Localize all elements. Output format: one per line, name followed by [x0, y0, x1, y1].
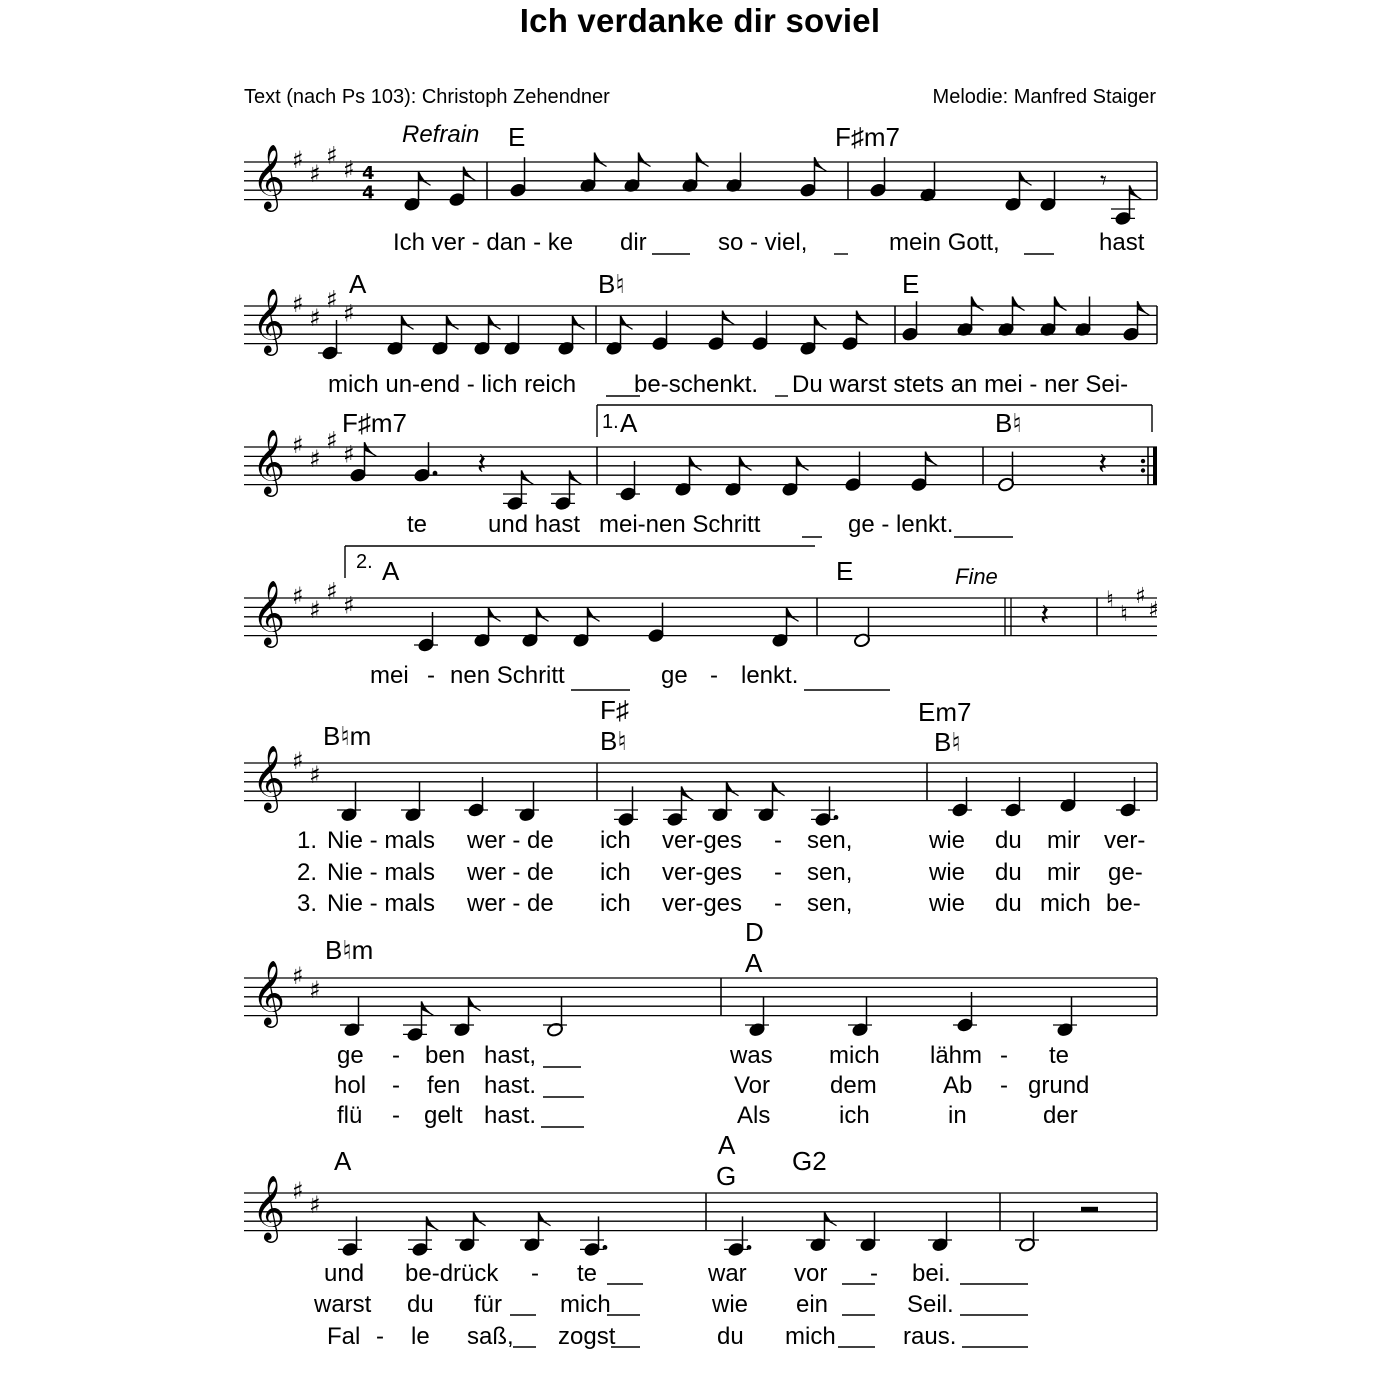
- sharp-sign: ♯: [309, 1191, 321, 1220]
- note-flag: [422, 1001, 434, 1015]
- note-flag: [621, 315, 633, 329]
- sharp-sign: ♯: [309, 976, 321, 1005]
- lyric-syllable: für: [474, 1291, 503, 1318]
- lyric-syllable: so - viel,: [718, 229, 808, 256]
- sharp-sign: ♯: [1148, 598, 1159, 624]
- text-credit: Text (nach Ps 103): Christoph Zehendner: [244, 86, 610, 108]
- sharp-sign: ♯: [1135, 584, 1146, 609]
- note-flag: [727, 782, 739, 796]
- lyric-syllable: -: [392, 1102, 400, 1129]
- treble-clef-icon: 𝄞: [252, 429, 286, 495]
- lyric-syllable: -: [392, 1042, 400, 1069]
- lyric-syllable: mich: [829, 1042, 880, 1069]
- note-flag: [474, 1212, 486, 1226]
- lyric-syllable: mir: [1047, 827, 1081, 854]
- lyric-syllable: mir: [1047, 859, 1081, 886]
- note-flag: [1055, 297, 1067, 311]
- lyric-syllable: -: [870, 1260, 878, 1287]
- volta-1-label: 1.: [602, 411, 619, 433]
- lyric-syllable: du: [995, 890, 1022, 917]
- sharp-sign: ♯: [292, 290, 304, 318]
- lyric-syllable: was: [730, 1042, 773, 1069]
- lyric-syllable: ver-ges: [662, 890, 743, 917]
- note-flag: [427, 1216, 439, 1230]
- lyric-syllable: mein Gott,: [889, 229, 1000, 256]
- lyric-syllable: ge - lenkt.: [848, 511, 954, 538]
- repeat-dot: [1141, 468, 1145, 472]
- lyric-syllable: dem: [830, 1072, 877, 1099]
- quarter-rest-icon: 𝄽: [1098, 446, 1108, 482]
- lyric-syllable: lähm: [930, 1042, 983, 1069]
- lyric-syllable: ge-: [1108, 859, 1143, 886]
- lyric-syllable: mei: [370, 662, 409, 689]
- lyric-syllable: -: [376, 1323, 384, 1350]
- half-rest-icon: [1081, 1207, 1098, 1212]
- note-flag: [697, 153, 709, 167]
- natural-sign: ♮: [1106, 587, 1114, 613]
- eighth-rest-icon: 𝄾: [1100, 165, 1107, 196]
- lyric-syllable: ver-ges: [662, 859, 743, 886]
- note-flag: [489, 607, 501, 621]
- lyric-syllable: wie: [929, 890, 966, 917]
- lyric-syllable: te: [1049, 1042, 1070, 1069]
- sharp-sign: ♯: [343, 440, 355, 469]
- chord-symbol: E: [836, 556, 854, 586]
- lyric-syllable: -: [392, 1072, 400, 1099]
- treble-clef-icon: 𝄞: [252, 1175, 286, 1241]
- treble-clef-icon: 𝄞: [252, 745, 286, 811]
- note-flag: [537, 607, 549, 621]
- note-flag: [1013, 297, 1025, 311]
- lyric-syllable: und hast: [488, 511, 581, 538]
- lyric-syllable: 3.: [297, 890, 318, 917]
- lyric-syllable: hast.: [484, 1072, 537, 1099]
- note-flag: [464, 167, 476, 181]
- chord-symbol: G: [716, 1161, 737, 1191]
- treble-clef-icon: 𝄞: [252, 960, 286, 1026]
- note-flag: [926, 452, 938, 466]
- refrain-marking: Refrain: [402, 121, 480, 148]
- lyric-syllable: du: [407, 1291, 434, 1318]
- note-flag: [857, 311, 869, 325]
- note-flag: [469, 997, 481, 1011]
- note-flag: [573, 315, 585, 329]
- sharp-sign: ♯: [309, 761, 321, 790]
- chord-symbol: A: [620, 408, 638, 438]
- lyric-syllable: -: [774, 890, 782, 917]
- lyric-syllable: -: [774, 859, 782, 886]
- treble-clef-icon: 𝄞: [252, 580, 286, 646]
- augmentation-dot: [834, 815, 839, 820]
- note-flag: [972, 297, 984, 311]
- lyric-syllable: -: [1000, 1042, 1008, 1069]
- note-flag: [682, 786, 694, 800]
- lyric-syllable: du: [717, 1323, 744, 1350]
- note-flag: [690, 456, 702, 470]
- sharp-sign: ♯: [343, 591, 355, 620]
- note-flag: [787, 607, 799, 621]
- repeat-dot: [1141, 459, 1145, 463]
- note-flag: [825, 1212, 837, 1226]
- lyric-syllable: te: [407, 511, 428, 538]
- sharp-sign: ♯: [326, 426, 338, 455]
- lyric-syllable: fen: [427, 1072, 461, 1099]
- lyric-syllable: mich: [560, 1291, 611, 1318]
- chord-symbol: F♯m7: [342, 408, 407, 438]
- sharp-sign: ♯: [326, 141, 338, 170]
- lyric-syllable: -: [427, 662, 435, 689]
- lyric-syllable: Ich ver - dan - ke: [393, 229, 574, 256]
- fine-marking: Fine: [955, 564, 998, 589]
- chord-symbol: B♮m: [323, 721, 372, 751]
- lyric-syllable: raus.: [903, 1323, 957, 1350]
- time-signature-bottom: 4: [362, 182, 375, 204]
- note-flag: [365, 442, 377, 456]
- lyric-syllable: le: [411, 1323, 430, 1350]
- note-flag: [815, 315, 827, 329]
- time-signature-top: 4: [362, 162, 375, 184]
- chord-symbol: B♮: [598, 269, 625, 299]
- lyric-syllable: vor: [794, 1260, 828, 1287]
- lyric-syllable: -: [710, 662, 718, 689]
- lyric-syllable: ich: [600, 890, 631, 917]
- lyric-syllable: saß,: [467, 1323, 514, 1350]
- note-flag: [595, 153, 607, 167]
- melody-credit: Melodie: Manfred Staiger: [932, 86, 1156, 108]
- sharp-sign: ♯: [292, 1177, 304, 1205]
- staff-system: [244, 447, 1157, 485]
- lyric-syllable: mich: [785, 1323, 836, 1350]
- chord-symbol: B♮m: [325, 935, 374, 965]
- note-flag: [1138, 301, 1150, 315]
- lyric-syllable: ver-: [1104, 827, 1146, 854]
- lyric-syllable: bei.: [912, 1260, 951, 1287]
- note-flag: [402, 315, 414, 329]
- lyric-syllable: ich: [839, 1102, 870, 1129]
- lyric-syllable: mich: [1040, 890, 1091, 917]
- lyric-syllable: hast.: [484, 1102, 537, 1129]
- lyric-syllable: zogst: [558, 1323, 616, 1350]
- lyric-syllable: ich: [600, 827, 631, 854]
- sharp-sign: ♯: [309, 160, 321, 189]
- lyric-syllable: ich: [600, 859, 631, 886]
- chord-symbol: A: [334, 1146, 352, 1176]
- lyric-syllable: Nie - mals: [327, 859, 436, 886]
- note-flag: [447, 315, 459, 329]
- lyric-syllable: Du warst stets an mei - ner Sei-: [792, 371, 1129, 398]
- lyric-syllable: 2.: [297, 859, 318, 886]
- lyric-syllable: lenkt.: [741, 662, 799, 689]
- lyric-syllable: Nie - mals: [327, 827, 436, 854]
- chord-symbol: A: [718, 1130, 736, 1160]
- treble-clef-icon: 𝄞: [252, 144, 286, 210]
- chord-symbol: E: [508, 122, 526, 152]
- note-flag: [740, 456, 752, 470]
- lyric-syllable: be-: [1106, 890, 1141, 917]
- lyric-syllable: wie: [929, 827, 966, 854]
- lyric-syllable: Fal: [327, 1323, 361, 1350]
- lyric-syllable: dir: [620, 229, 647, 256]
- lyric-syllable: warst: [314, 1291, 372, 1318]
- note-flag: [1130, 185, 1142, 199]
- sharp-sign: ♯: [309, 304, 321, 333]
- sharp-sign: ♯: [292, 747, 304, 775]
- augmentation-dot: [433, 471, 438, 476]
- chord-symbol: F♯m7: [835, 122, 900, 152]
- note-flag: [419, 171, 431, 185]
- chord-symbol: B♮: [600, 726, 627, 756]
- lyric-syllable: mich un-end - lich reich: [328, 371, 577, 398]
- lyric-syllable: ben: [425, 1042, 466, 1069]
- lyric-syllable: ein: [796, 1291, 829, 1318]
- lyric-syllable: Nie - mals: [327, 890, 436, 917]
- lyric-syllable: hast,: [484, 1042, 537, 1069]
- volta-2-label: 2.: [356, 551, 373, 573]
- chord-symbol: G2: [792, 1146, 827, 1176]
- lyric-syllable: hol: [334, 1072, 367, 1099]
- lyric-syllable: der: [1043, 1102, 1078, 1129]
- sharp-sign: ♯: [343, 299, 355, 328]
- lyric-syllable: und: [324, 1260, 365, 1287]
- chord-symbol: E: [902, 269, 920, 299]
- lyric-syllable: ge: [661, 662, 688, 689]
- sharp-sign: ♯: [292, 962, 304, 990]
- treble-clef-icon: 𝄞: [252, 288, 286, 354]
- quarter-rest-icon: 𝄽: [477, 446, 487, 482]
- lyric-syllable: in: [948, 1102, 967, 1129]
- lyric-syllable: Seil.: [907, 1291, 954, 1318]
- lyric-syllable: nen Schritt: [450, 662, 565, 689]
- sharp-sign: ♯: [292, 146, 304, 174]
- lyric-syllable: -: [774, 827, 782, 854]
- lyric-syllable: Ab: [943, 1072, 973, 1099]
- chord-symbol: B♮: [995, 408, 1022, 438]
- sharp-sign: ♯: [326, 285, 338, 314]
- note-flag: [588, 607, 600, 621]
- chord-symbol: A: [349, 269, 367, 299]
- lyric-syllable: ver-ges: [662, 827, 743, 854]
- staff-system: [244, 978, 1157, 1016]
- sharp-sign: ♯: [292, 431, 304, 459]
- augmentation-dot: [747, 1245, 752, 1250]
- lyric-syllable: gelt: [424, 1102, 463, 1129]
- note-flag: [797, 456, 809, 470]
- chord-symbol: F♯: [600, 695, 629, 725]
- sharp-sign: ♯: [309, 596, 321, 625]
- lyric-syllable: be-drück: [405, 1260, 499, 1287]
- lyric-syllable: flü: [337, 1102, 363, 1129]
- lyric-syllable: wer - de: [467, 859, 554, 886]
- staff-system: [244, 1193, 1157, 1231]
- note-flag: [639, 153, 651, 167]
- lyric-syllable: wie: [929, 859, 966, 886]
- note-flag: [815, 157, 827, 171]
- chord-symbol: A: [382, 556, 400, 586]
- lyric-syllable: wer - de: [467, 890, 554, 917]
- song-title: Ich verdanke dir soviel: [519, 2, 881, 39]
- lyric-syllable: du: [995, 859, 1022, 886]
- lyric-syllable: ge: [337, 1042, 364, 1069]
- lyric-syllable: sen,: [807, 859, 853, 886]
- lyric-syllable: wer - de: [467, 827, 554, 854]
- lyric-syllable: du: [995, 827, 1022, 854]
- natural-sign: ♮: [1120, 601, 1128, 627]
- lyric-syllable: be-schenkt.: [634, 371, 759, 398]
- note-flag: [539, 1212, 551, 1226]
- lyric-syllable: war: [708, 1260, 747, 1287]
- quarter-rest-icon: 𝄽: [1040, 597, 1050, 633]
- staff-system: [244, 306, 1157, 344]
- augmentation-dot: [603, 1245, 608, 1250]
- sharp-sign: ♯: [309, 445, 321, 474]
- staff-system: [244, 598, 1157, 636]
- note-flag: [773, 782, 785, 796]
- note-flag: [1020, 171, 1032, 185]
- sharp-sign: ♯: [292, 582, 304, 610]
- note-flag: [570, 470, 582, 484]
- sharp-sign: ♯: [326, 577, 338, 606]
- chord-symbol: Em7: [918, 697, 972, 727]
- lyric-syllable: mei-nen Schritt: [599, 511, 761, 538]
- lyric-syllable: te: [577, 1260, 598, 1287]
- lyric-syllable: hast: [1099, 229, 1145, 256]
- lyric-syllable: 1.: [297, 827, 318, 854]
- chord-symbol: D: [745, 917, 764, 947]
- note-flag: [723, 311, 735, 325]
- lyric-syllable: -: [531, 1260, 539, 1287]
- chord-symbol: A: [745, 948, 763, 978]
- lyric-syllable: wie: [712, 1291, 749, 1318]
- lyric-syllable: grund: [1028, 1072, 1090, 1099]
- lyric-syllable: Als: [737, 1102, 771, 1129]
- chord-symbol: B♮: [934, 727, 961, 757]
- lyric-syllable: sen,: [807, 890, 853, 917]
- note-flag: [489, 315, 501, 329]
- lyric-syllable: -: [1000, 1072, 1008, 1099]
- lyric-syllable: Vor: [734, 1072, 771, 1099]
- sharp-sign: ♯: [343, 155, 355, 184]
- lyric-syllable: sen,: [807, 827, 853, 854]
- note-flag: [522, 470, 534, 484]
